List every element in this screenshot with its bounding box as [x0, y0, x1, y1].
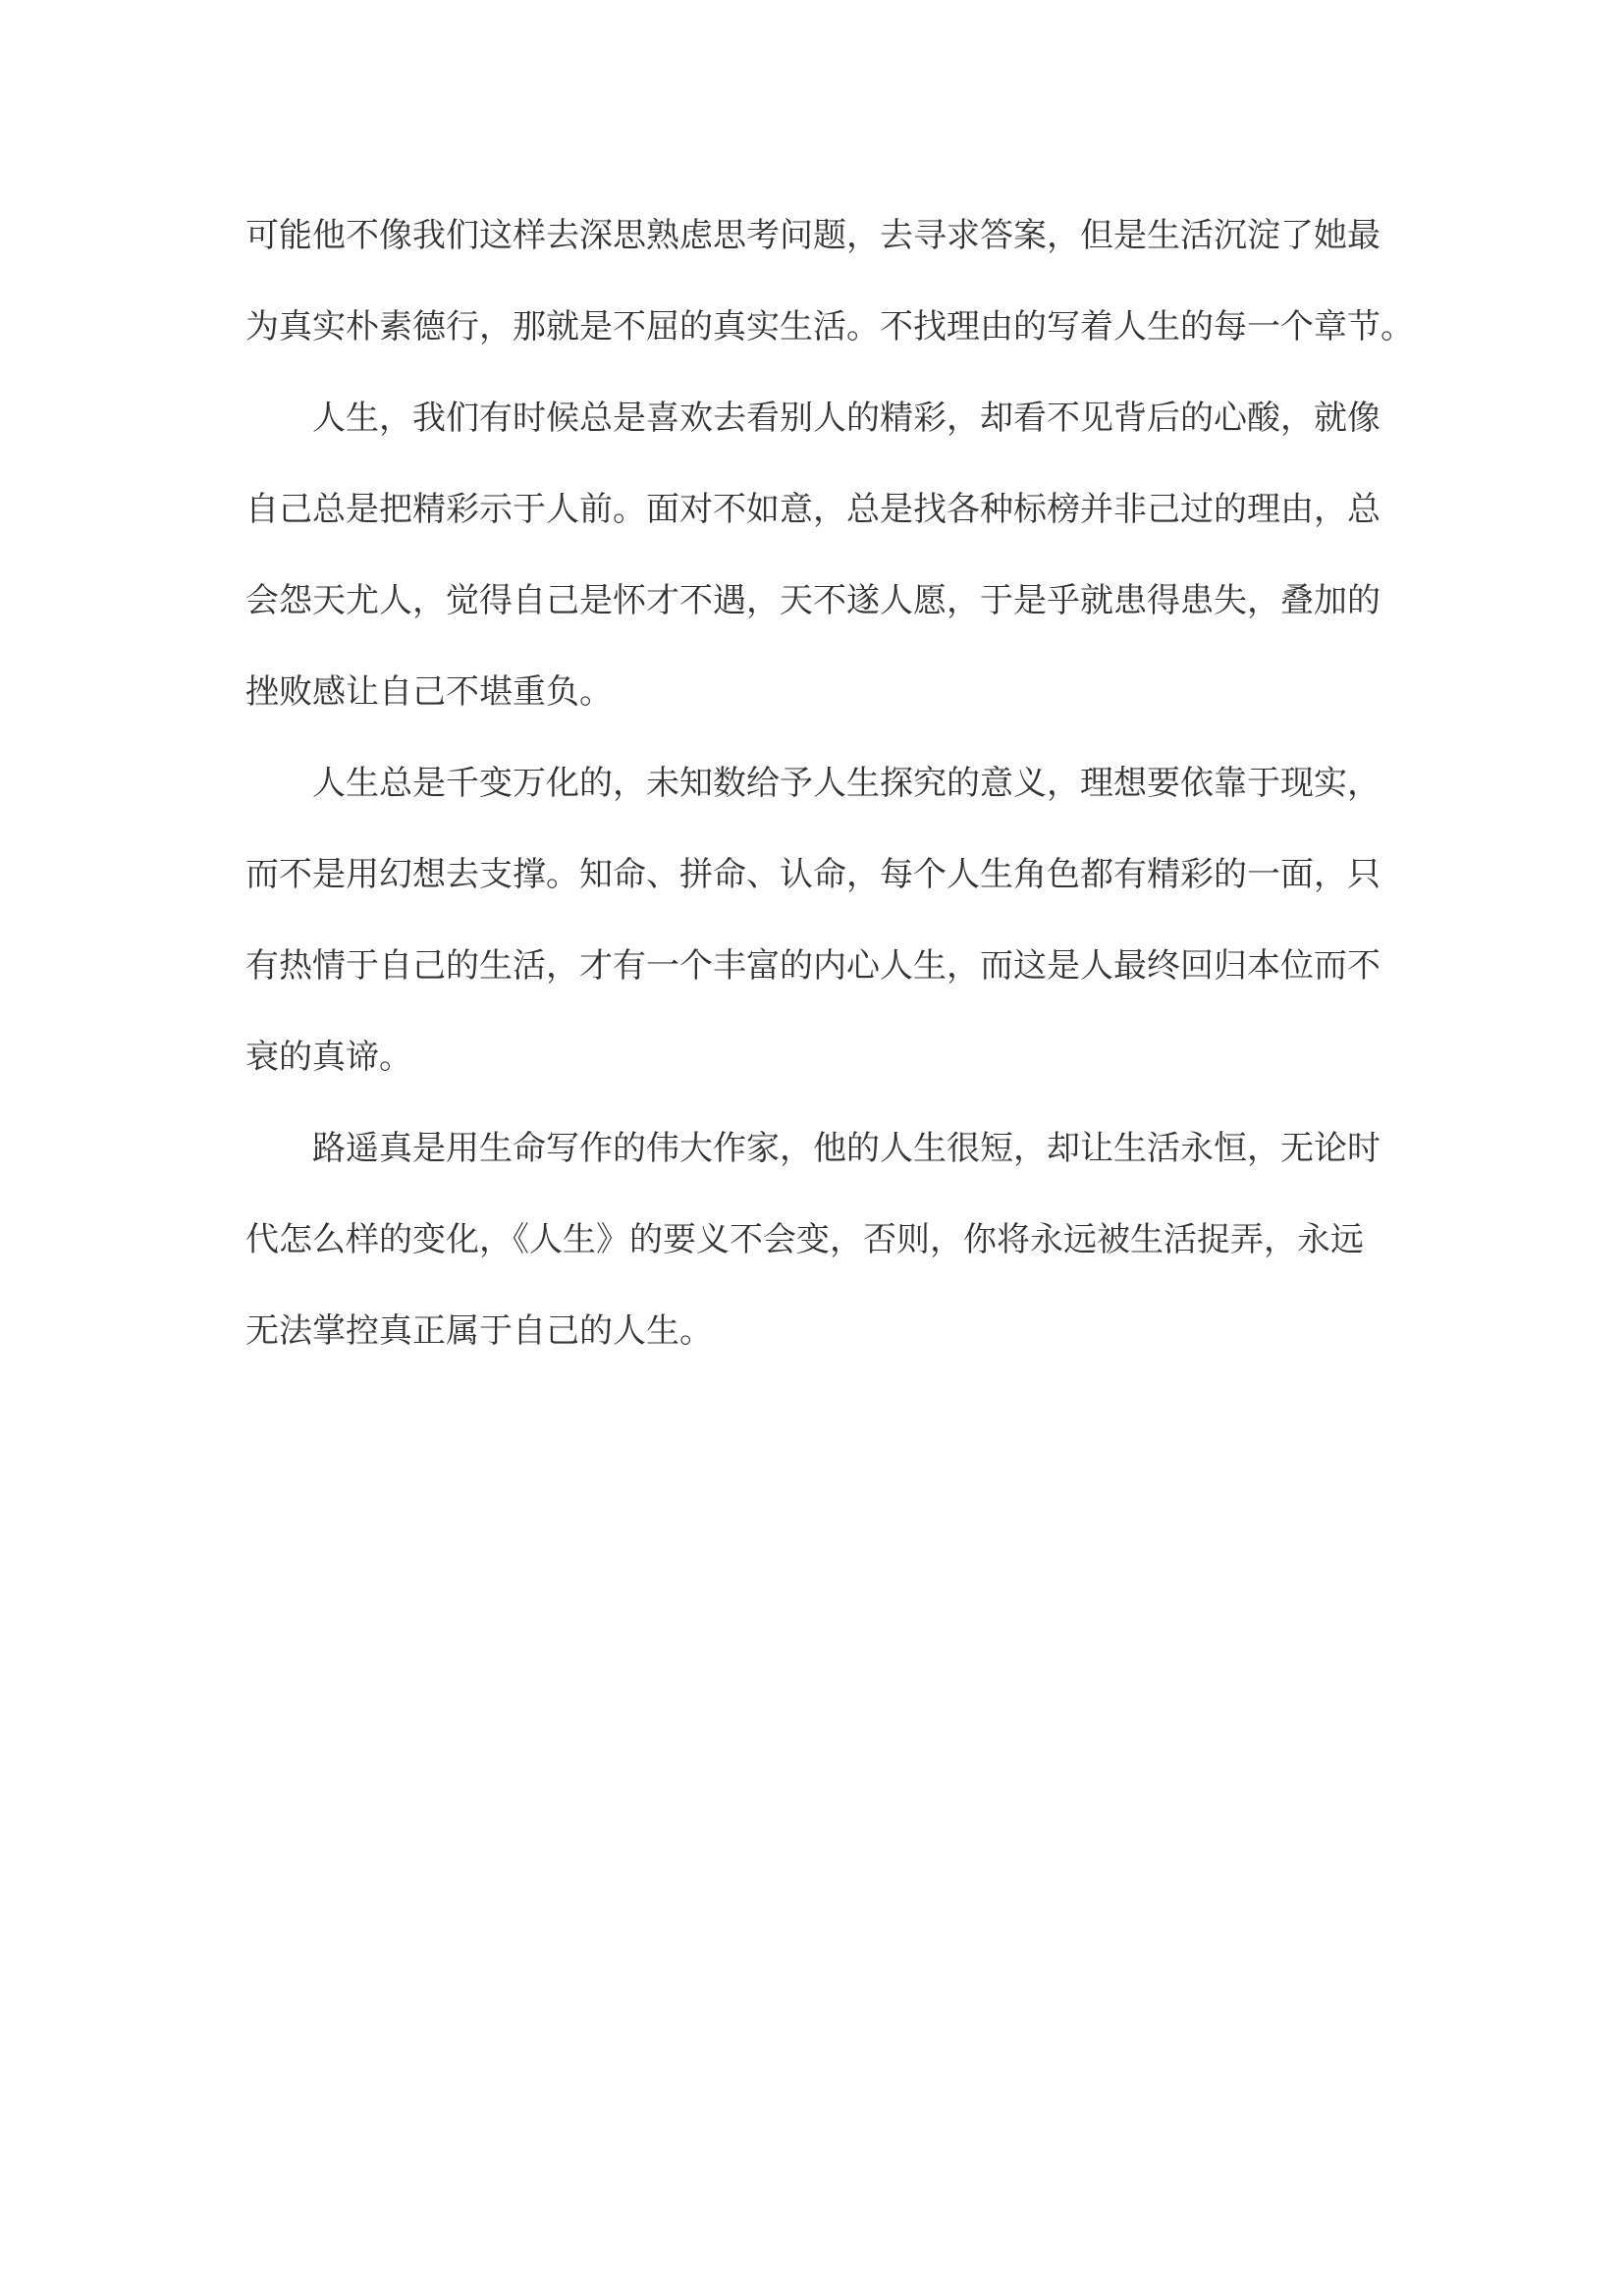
- text-line: 自己总是把精彩示于人前。面对不如意，总是找各种标榜并非己过的理由，总: [245, 490, 1380, 529]
- text-line: 衰的真谛。: [245, 1038, 412, 1077]
- text-line: 有热情于自己的生活，才有一个丰富的内心人生，而这是人最终回归本位而不: [245, 946, 1380, 986]
- text-line: 为真实朴素德行，那就是不屈的真实生活。不找理由的写着人生的每一个章节。: [245, 307, 1414, 347]
- text-line: 无法掌控真正属于自己的人生。: [245, 1311, 713, 1351]
- paragraph-3: [245, 738, 1384, 1103]
- text-line: 可能他不像我们这样去深思熟虑思考问题，去寻求答案，但是生活沉淀了她最: [245, 216, 1380, 255]
- text-line: 挫败感让自己不堪重负。: [245, 672, 613, 712]
- paragraph-1: [245, 190, 1414, 373]
- text-line-indented: 人生，我们有时候总是喜欢去看别人的精彩，却看不见背后的心酸，就像: [312, 399, 1380, 438]
- paragraph-4: [245, 1103, 1384, 1377]
- paragraph-2: [245, 373, 1384, 738]
- text-line: 会怨天尤人，觉得自己是怀才不遇，天不遂人愿，于是乎就患得患失，叠加的: [245, 581, 1380, 620]
- text-line: 而不是用幻想去支撑。知命、拼命、认命，每个人生角色都有精彩的一面，只: [245, 855, 1380, 894]
- text-line-indented: 人生总是千变万化的，未知数给予人生探究的意义，理想要依靠于现实，: [312, 764, 1380, 803]
- text-line: 代怎么样的变化，《人生》的要义不会变，否则，你将永远被生活捉弄，永远: [245, 1220, 1364, 1259]
- text-line-indented: 路遥真是用生命写作的伟大作家，他的人生很短，却让生活永恒，无论时: [312, 1129, 1380, 1168]
- document-body: [245, 190, 1414, 1377]
